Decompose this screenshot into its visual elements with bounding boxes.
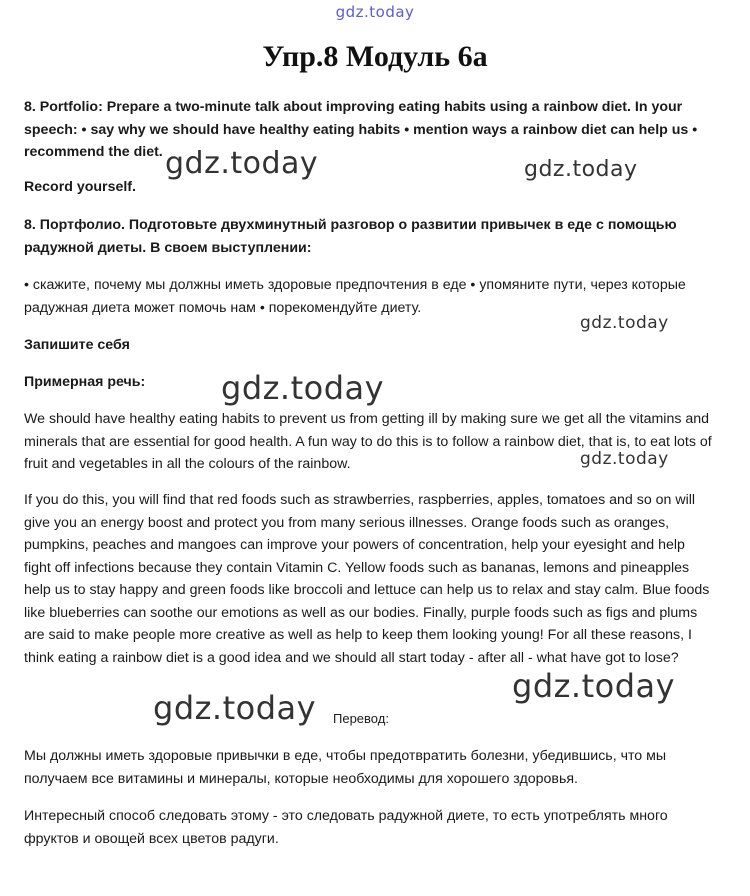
record-yourself-en: Record yourself. (24, 179, 136, 195)
translation-label: Перевод: (333, 711, 389, 726)
watermark: gdz.today (153, 689, 317, 727)
watermark: gdz.today (512, 667, 676, 705)
page-title: Упр.8 Модуль 6а (262, 40, 488, 73)
task-english: 8. Portfolio: Prepare a two-minute talk about improving eating habits using a rainbow diet. In your speech: • say why we should have healthy eating habits • mention ways a rainbow diet can help us • recommend the diet. (24, 99, 698, 160)
watermark: gdz.today (524, 157, 638, 182)
record-yourself-ru: Запишите себя (24, 337, 130, 353)
speech-paragraph-2: If you do this, you will find that red foods such as strawberries, raspberries, apples, tomatoes and so on will give you an energy boost and protect you from many serious illnesses. Orange foods such as oranges, pumpkins, peaches and mangoes can improve your powers of concentration, help your eyesight and help fight off infections because they contain Vitamin C. Yellow foods such as bananas, lemons and pineapples help us to stay happy and green foods like broccoli and lettuce can help us to relax and stay calm. Blue foods like blueberries can soothe our emotions as well as our bodies. Finally, purple foods such as figs and plums are said to make people more creative as well as help to keep them looking young! For all these reasons, I think eating a rainbow diet is a good idea and we should all start today - after all - what have got to lose? (24, 492, 710, 666)
task-russian: 8. Портфолио. Подготовьте двухминутный разговор о развитии привычек в еде с помощью радужной диеты. В своем выступлении: (24, 217, 677, 256)
task-bullets-russian: • скажите, почему мы должны иметь здоровые предпочтения в еде • упомяните пути, через которые радужная диета может помочь нам • порекомендуйте диету. (24, 277, 686, 316)
speech-paragraph-1: We should have healthy eating habits to prevent us from getting ill by making sure we get all the vitamins and minerals that are essential for good health. A fun way to do this is to follow a rainbow diet, that is, to eat lots of fruit and vegetables in all the colours of the rainbow. (24, 411, 712, 472)
sample-speech-heading: Примерная речь: (24, 374, 146, 390)
watermark-top: gdz.today (335, 3, 415, 21)
watermark: gdz.today (580, 449, 669, 469)
translation-paragraph-1: Мы должны иметь здоровые привычки в еде, чтобы предотвратить болезни, убедившись, что мы получаем все витамины и минералы, которые необходимы для хорошего здоровья. (24, 748, 667, 787)
watermark: gdz.today (165, 146, 319, 181)
watermark: gdz.today (580, 313, 669, 333)
watermark: gdz.today (221, 369, 385, 407)
translation-paragraph-2: Интересный способ следовать этому - это следовать радужной диете, то есть употреблять много фруктов и овощей всех цветов радуги. (24, 808, 668, 847)
